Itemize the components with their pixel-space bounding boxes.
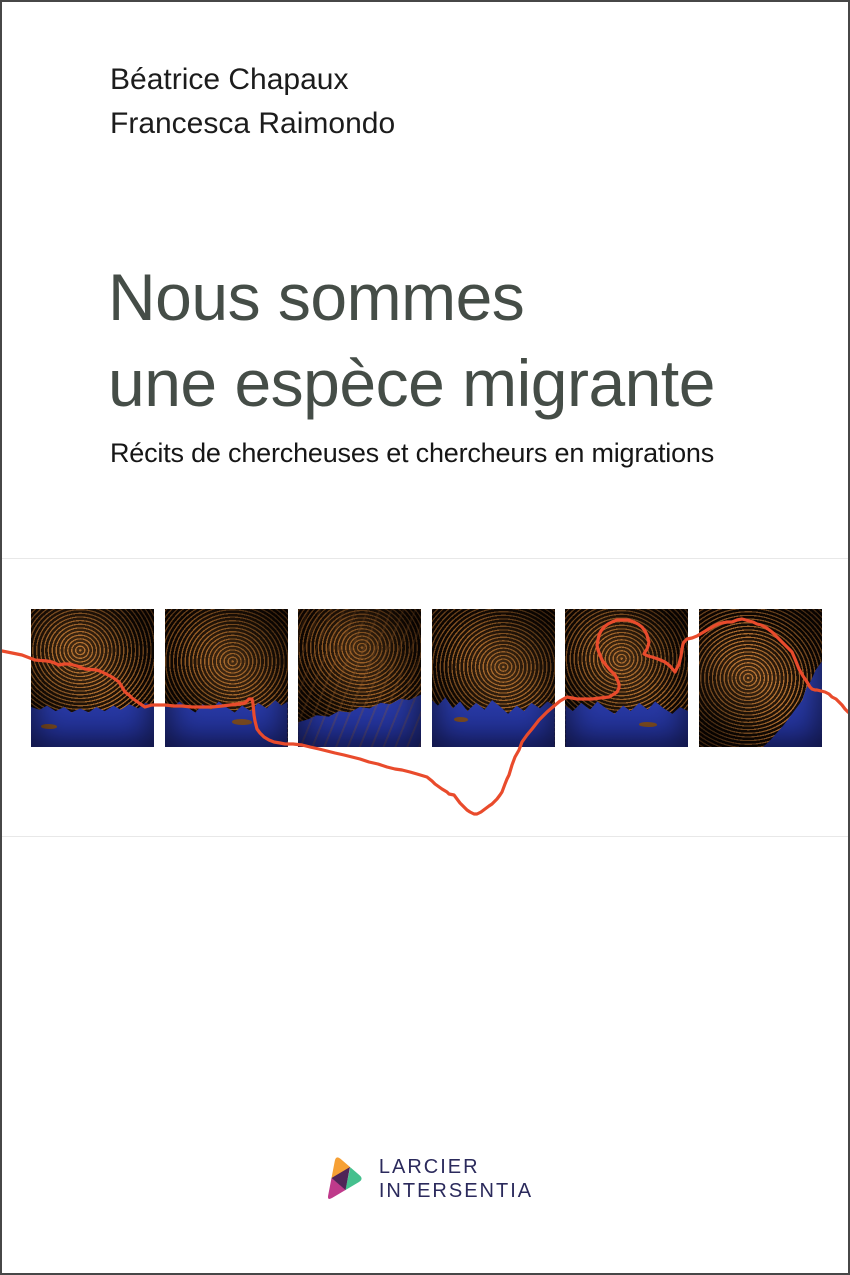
book-title bbox=[108, 254, 715, 426]
band-top-rule bbox=[2, 558, 850, 559]
author-name-1: Béatrice Chapaux bbox=[110, 63, 349, 96]
fingerprint-panel-1 bbox=[31, 609, 154, 747]
fingerprint-panel-6 bbox=[699, 609, 822, 747]
fingerprint-band bbox=[31, 609, 822, 747]
island-shape bbox=[454, 717, 468, 722]
fingerprint-panel-2 bbox=[165, 609, 288, 747]
publisher-name bbox=[379, 1155, 533, 1203]
fingerprint-panel-5 bbox=[565, 609, 688, 747]
fingerprint-panel-4 bbox=[432, 609, 555, 747]
author-names bbox=[110, 58, 395, 146]
author-name-2: Francesca Raimondo bbox=[110, 107, 396, 140]
publisher-name-line-2: INTERSENTIA bbox=[378, 1180, 534, 1202]
book-title-line-2: une espèce migrante bbox=[108, 346, 715, 420]
island-shape bbox=[639, 722, 657, 727]
book-title-line-1: Nous sommes bbox=[108, 260, 525, 334]
band-bottom-rule bbox=[2, 836, 850, 837]
publisher-name-line-1: LARCIER bbox=[378, 1156, 480, 1178]
island-shape bbox=[41, 724, 57, 729]
book-subtitle: Récits de chercheuses et chercheurs en migrations bbox=[110, 438, 715, 468]
fingerprint-panel-3 bbox=[298, 609, 421, 747]
publisher-logo bbox=[2, 1154, 850, 1204]
larcier-intersentia-logo-icon bbox=[321, 1154, 365, 1204]
scratch-streaks bbox=[298, 609, 421, 747]
